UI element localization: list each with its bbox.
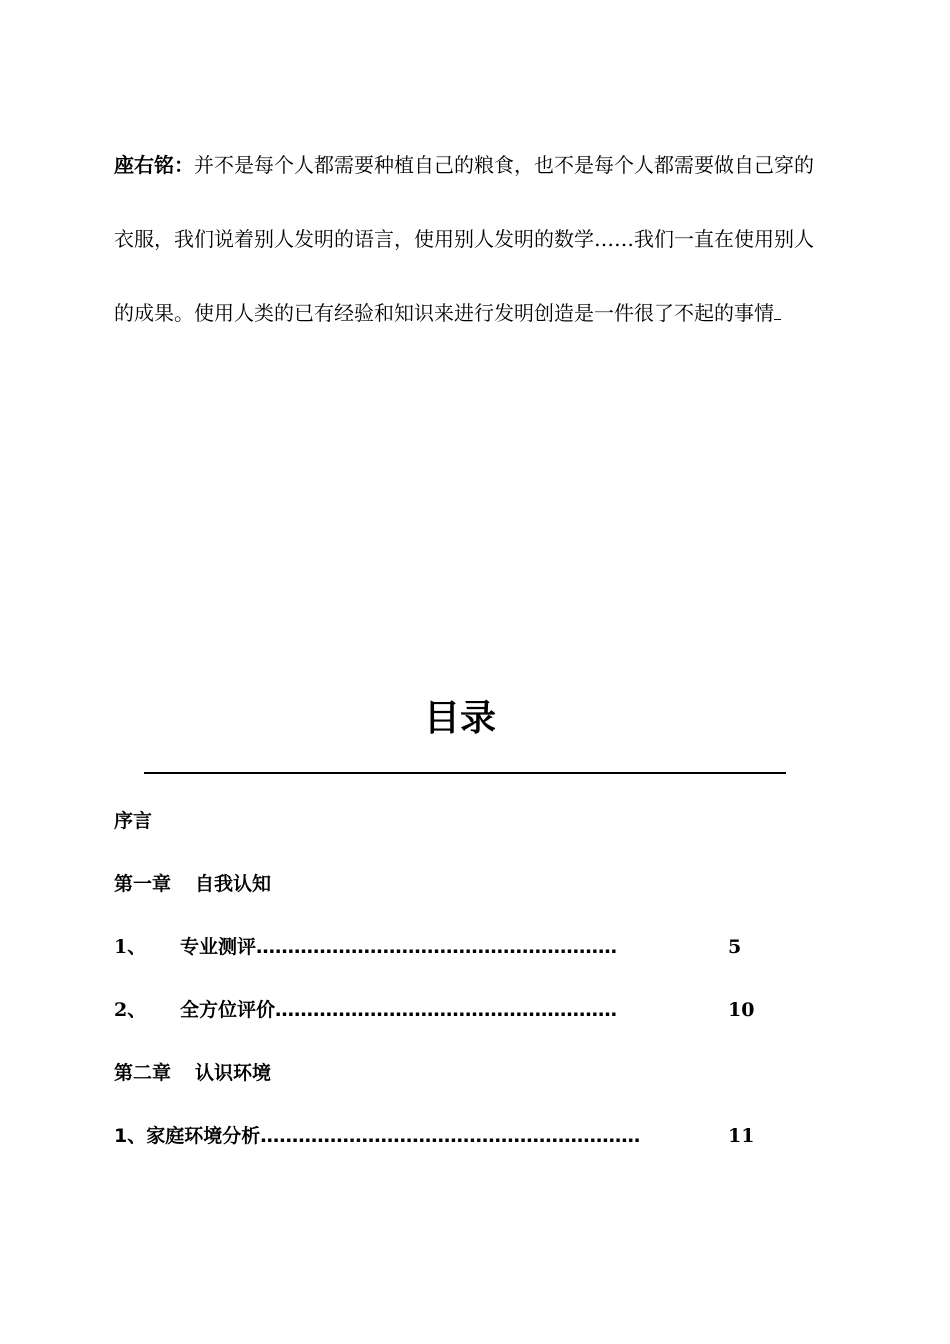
toc-item-2-leader: ……………………………………………… [275,999,618,1021]
toc-item-3[interactable] [114,1115,774,1178]
toc-title: 目录 [423,698,496,739]
toc-item-2-title: 全方位评价 [180,999,276,1021]
text-cursor [774,301,781,320]
toc-item-3-page: 11 [728,1125,755,1147]
toc-item-2[interactable] [114,989,774,1052]
table-of-contents [114,800,774,1178]
toc-item-1[interactable] [114,926,774,989]
toc-chapter-2[interactable] [114,1052,774,1115]
toc-chapter-1-title: 自我认知 [195,873,272,895]
toc-preface-label: 序言 [114,810,153,832]
motto-text: 并不是每个人都需要种植自己的粮食，也不是每个人都需要做自己穿的衣服，我们说着别人发明的语言，使用别人发明的数学……我们一直在使用别人的成果。使用人类的已有经验和知识来进行发明创造是一件很了不起的事情 [114,153,814,325]
toc-item-2-number: 2、 [114,999,147,1021]
motto-label: 座右铭： [114,153,194,177]
toc-item-2-page: 10 [728,999,755,1021]
toc-chapter-2-title: 认识环境 [195,1062,272,1084]
motto-paragraph [114,128,830,350]
toc-item-3-title: 1、家庭环境分析 [114,1125,261,1147]
toc-item-3-leader: …………………………………………………… [260,1125,641,1147]
toc-preface[interactable] [114,800,774,863]
toc-item-1-title: 专业测评 [180,936,257,958]
toc-chapter-2-label: 第二章 [114,1062,172,1084]
toc-chapter-1[interactable] [114,863,774,926]
toc-item-1-page: 5 [728,936,742,958]
toc-chapter-1-label: 第一章 [114,873,172,895]
toc-item-1-leader: ………………………………………………… [256,936,618,958]
toc-item-1-number: 1、 [114,936,147,958]
toc-divider [144,772,786,774]
